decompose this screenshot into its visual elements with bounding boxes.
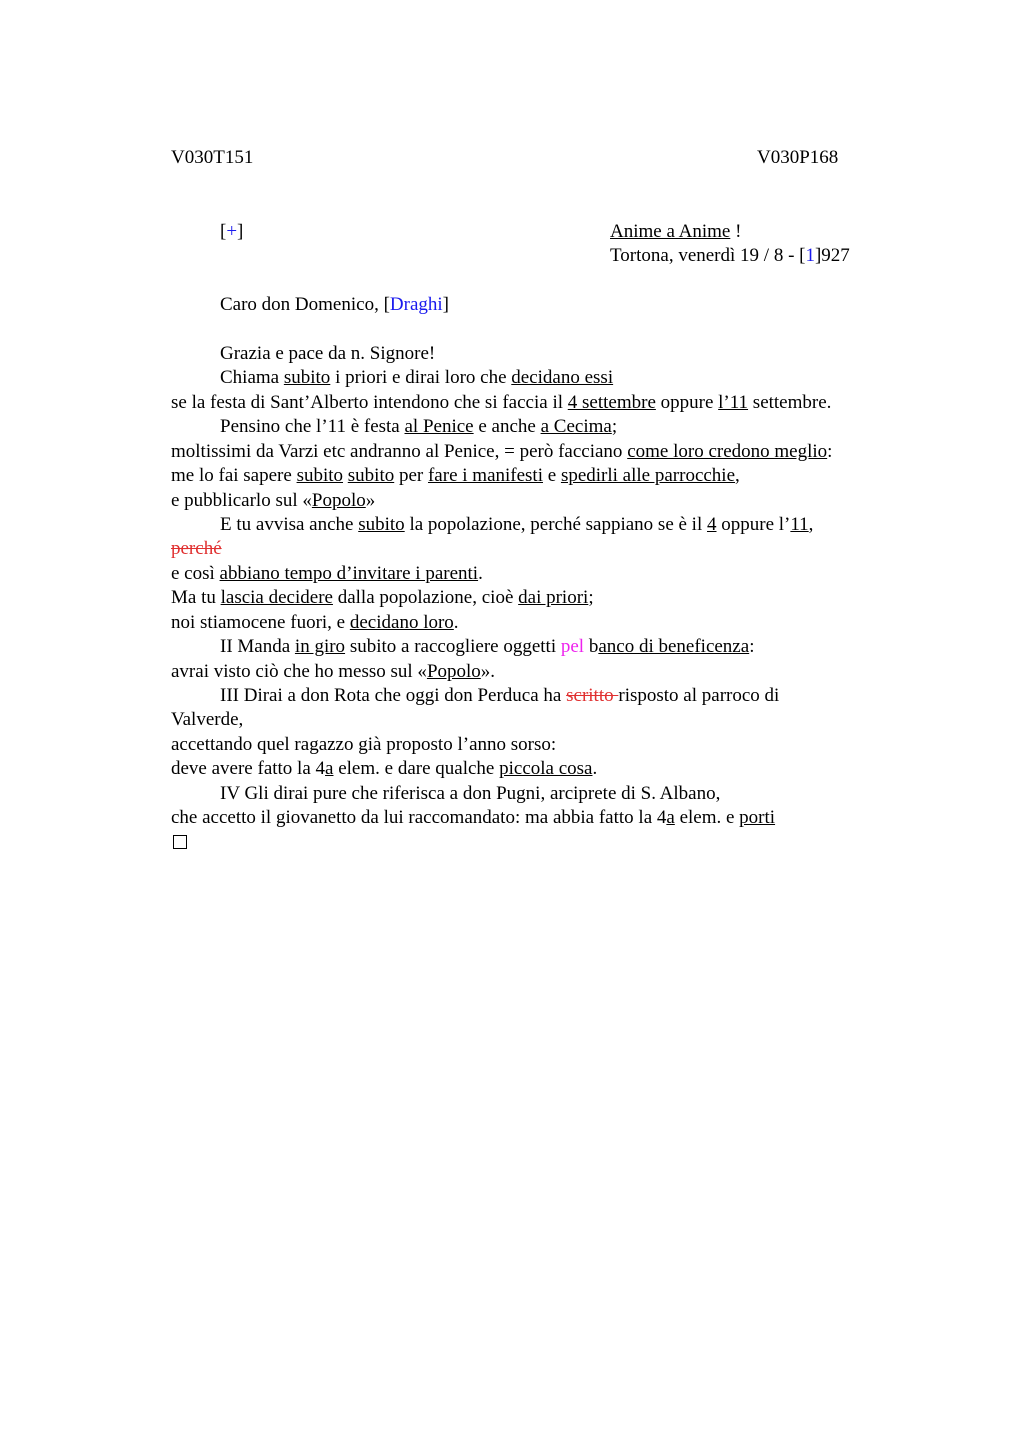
body-line-4: Pensino che l’11 è festa al Penice e anche a Cecima;: [220, 416, 618, 437]
place-date: Tortona, venerdì 19 / 8 - [1]927: [610, 245, 850, 266]
cross-mark: [+]: [220, 221, 244, 242]
body-line-19: IV Gli dirai pure che riferisca a don Pugni, arciprete di S. Albano,: [220, 783, 721, 804]
body-line-8: E tu avvisa anche subito la popolazione, perché sappiano se è il 4 oppure l’11,: [220, 514, 814, 535]
body-line-1: Grazia e pace da n. Signore!: [220, 343, 436, 364]
body-line-15: III Dirai a don Rota che oggi don Perduca ha scritto risposto al parroco di: [220, 685, 780, 706]
body-line-7: e pubblicarlo sul «Popolo»: [171, 490, 376, 511]
body-line-2: Chiama subito i priori e dirai loro che decidano essi: [220, 367, 614, 388]
body-line-6: me lo fai sapere subito subito per fare i manifesti e spedirli alle parrocchie,: [171, 465, 740, 486]
body-line-11: Ma tu lascia decidere dalla popolazione, cioè dai priori;: [171, 587, 594, 608]
body-line-16: Valverde,: [171, 709, 244, 730]
empty-box-icon: [173, 835, 187, 849]
document-code-right: V030P168: [757, 147, 839, 168]
body-line-13: II Manda in giro subito a raccogliere oggetti pel banco di beneficenza:: [220, 636, 755, 657]
body-line-10: e così abbiano tempo d’invitare i parenti.: [171, 563, 483, 584]
body-line-12: noi stiamocene fuori, e decidano loro.: [171, 612, 459, 633]
body-line-3: se la festa di Sant’Alberto intendono che si faccia il 4 settembre oppure l’11 settembre.: [171, 392, 832, 413]
motto: Anime a Anime !: [610, 221, 742, 242]
body-line-20: che accetto il giovanetto da lui raccomandato: ma abbia fatto la 4a elem. e porti: [171, 807, 776, 828]
document-code-left: V030T151: [171, 147, 254, 168]
body-line-18: deve avere fatto la 4a elem. e dare qualche piccola cosa.: [171, 758, 598, 779]
body-line-14: avrai visto ciò che ho messo sul «Popolo».: [171, 661, 496, 682]
deleted-word: perché: [171, 538, 222, 559]
body-line-17: accettando quel ragazzo già proposto l’anno sorso:: [171, 734, 557, 755]
salutation: Caro don Domenico, [Draghi]: [220, 294, 449, 315]
body-line-5: moltissimi da Varzi etc andranno al Penice, = però facciano come loro credono meglio:: [171, 441, 833, 462]
